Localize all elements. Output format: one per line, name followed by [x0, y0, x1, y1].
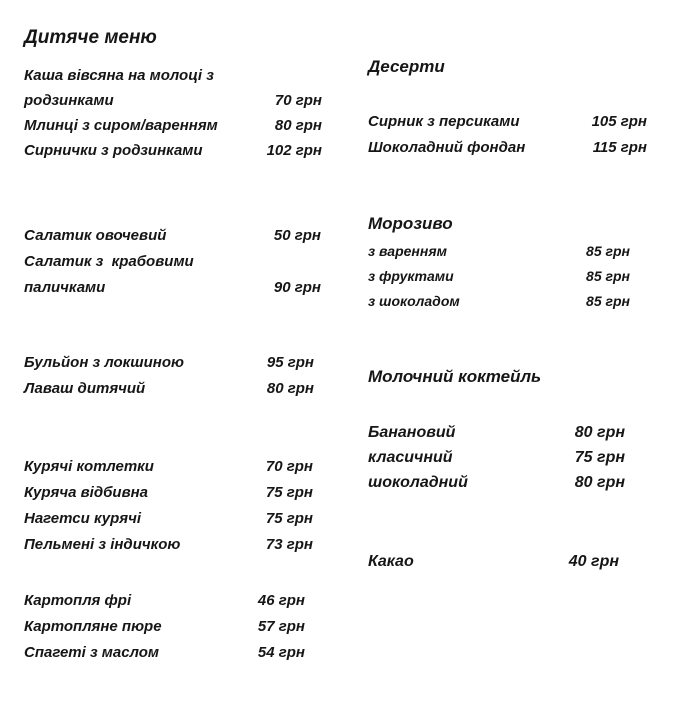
menu-row [24, 350, 314, 376]
item-name: Курячі котлетки [24, 458, 154, 475]
item-price: 80 грн [574, 424, 625, 441]
section-desserts [368, 54, 647, 161]
item-price: 54 грн [257, 644, 305, 661]
item-price: 70 грн [265, 458, 313, 475]
menu-row [368, 445, 625, 470]
item-name: Шоколадний фондан [368, 139, 526, 156]
menu-row [368, 239, 630, 264]
item-name: Спагеті з маслом [24, 644, 159, 661]
item-name: Картопля фрі [24, 592, 132, 609]
section-soups [24, 350, 314, 402]
menu-row [24, 249, 321, 275]
item-name: Банановий [368, 424, 456, 441]
item-price: 115 грн [592, 139, 647, 156]
item-name: шоколадний [368, 474, 468, 491]
item-name: Каша вівсяна на молоці з [24, 67, 214, 84]
item-price: 46 грн [257, 592, 305, 609]
item-price: 75 грн [574, 449, 625, 466]
item-price: 102 грн [266, 142, 322, 159]
item-price: 80 грн [274, 117, 322, 134]
item-name: Млинці з сиром/варенням [24, 117, 218, 134]
menu-row [24, 275, 321, 301]
item-price: 75 грн [265, 484, 313, 501]
menu-row [368, 549, 619, 574]
item-name: Пельмені з індичкою [24, 536, 181, 553]
item-name: паличками [24, 279, 106, 296]
item-price: 90 грн [273, 279, 321, 296]
menu-row [24, 640, 305, 666]
item-name: з варенням [368, 243, 447, 259]
item-name: Нагетси курячі [24, 510, 141, 527]
menu-row [368, 135, 647, 161]
menu-row [24, 88, 322, 113]
section-milkshakes [368, 364, 625, 495]
menu-row [24, 532, 313, 558]
item-name: родзинками [24, 92, 114, 109]
item-price: 105 грн [591, 113, 647, 130]
menu-row [24, 588, 305, 614]
section-header: Десерти [368, 57, 445, 76]
section-cocoa [368, 549, 619, 574]
item-price: 85 грн [586, 293, 630, 309]
item-name: Бульйон з локшиною [24, 354, 184, 371]
menu-row [24, 223, 321, 249]
menu-row [368, 109, 647, 135]
menu-row [24, 480, 313, 506]
menu-row [368, 420, 625, 445]
menu-row [368, 470, 625, 495]
item-name: Куряча відбивна [24, 484, 149, 501]
item-name: Какао [368, 553, 414, 570]
item-name: з фруктами [368, 268, 454, 284]
item-price: 85 грн [586, 268, 630, 284]
item-price: 50 грн [273, 227, 321, 244]
item-price: 80 грн [266, 380, 314, 397]
item-name: класичний [368, 449, 453, 466]
item-name: з шоколадом [368, 293, 460, 309]
menu-row [24, 113, 322, 138]
section-header: Молочний коктейль [368, 367, 542, 386]
section-header: Морозиво [368, 214, 453, 233]
page-title: Дитяче меню [24, 27, 157, 48]
section-ice-cream [368, 211, 630, 314]
item-name: Сирник з персиками [368, 113, 520, 130]
item-price: 57 грн [257, 618, 305, 635]
menu-row [24, 454, 313, 480]
section-sides [24, 588, 305, 666]
item-name: Лаваш дитячий [24, 380, 146, 397]
menu-row [24, 63, 322, 88]
menu-row [24, 376, 314, 402]
section-salads [24, 223, 321, 301]
menu-row [368, 264, 630, 289]
item-name: Салатик з крабовими [24, 253, 194, 270]
item-name: Сирнички з родзинками [24, 142, 203, 159]
menu-row [368, 289, 630, 314]
item-price: 70 грн [274, 92, 322, 109]
item-price: 73 грн [265, 536, 313, 553]
item-name: Салатик овочевий [24, 227, 167, 244]
section-breakfast [24, 63, 322, 163]
menu-row [24, 506, 313, 532]
menu-row [24, 614, 305, 640]
item-price: 95 грн [266, 354, 314, 371]
item-price: 80 грн [574, 474, 625, 491]
item-price: 75 грн [265, 510, 313, 527]
item-price: 85 грн [586, 243, 630, 259]
item-price: 40 грн [568, 553, 619, 570]
menu-row [24, 138, 322, 163]
item-name: Картопляне пюре [24, 618, 162, 635]
section-mains [24, 454, 313, 558]
